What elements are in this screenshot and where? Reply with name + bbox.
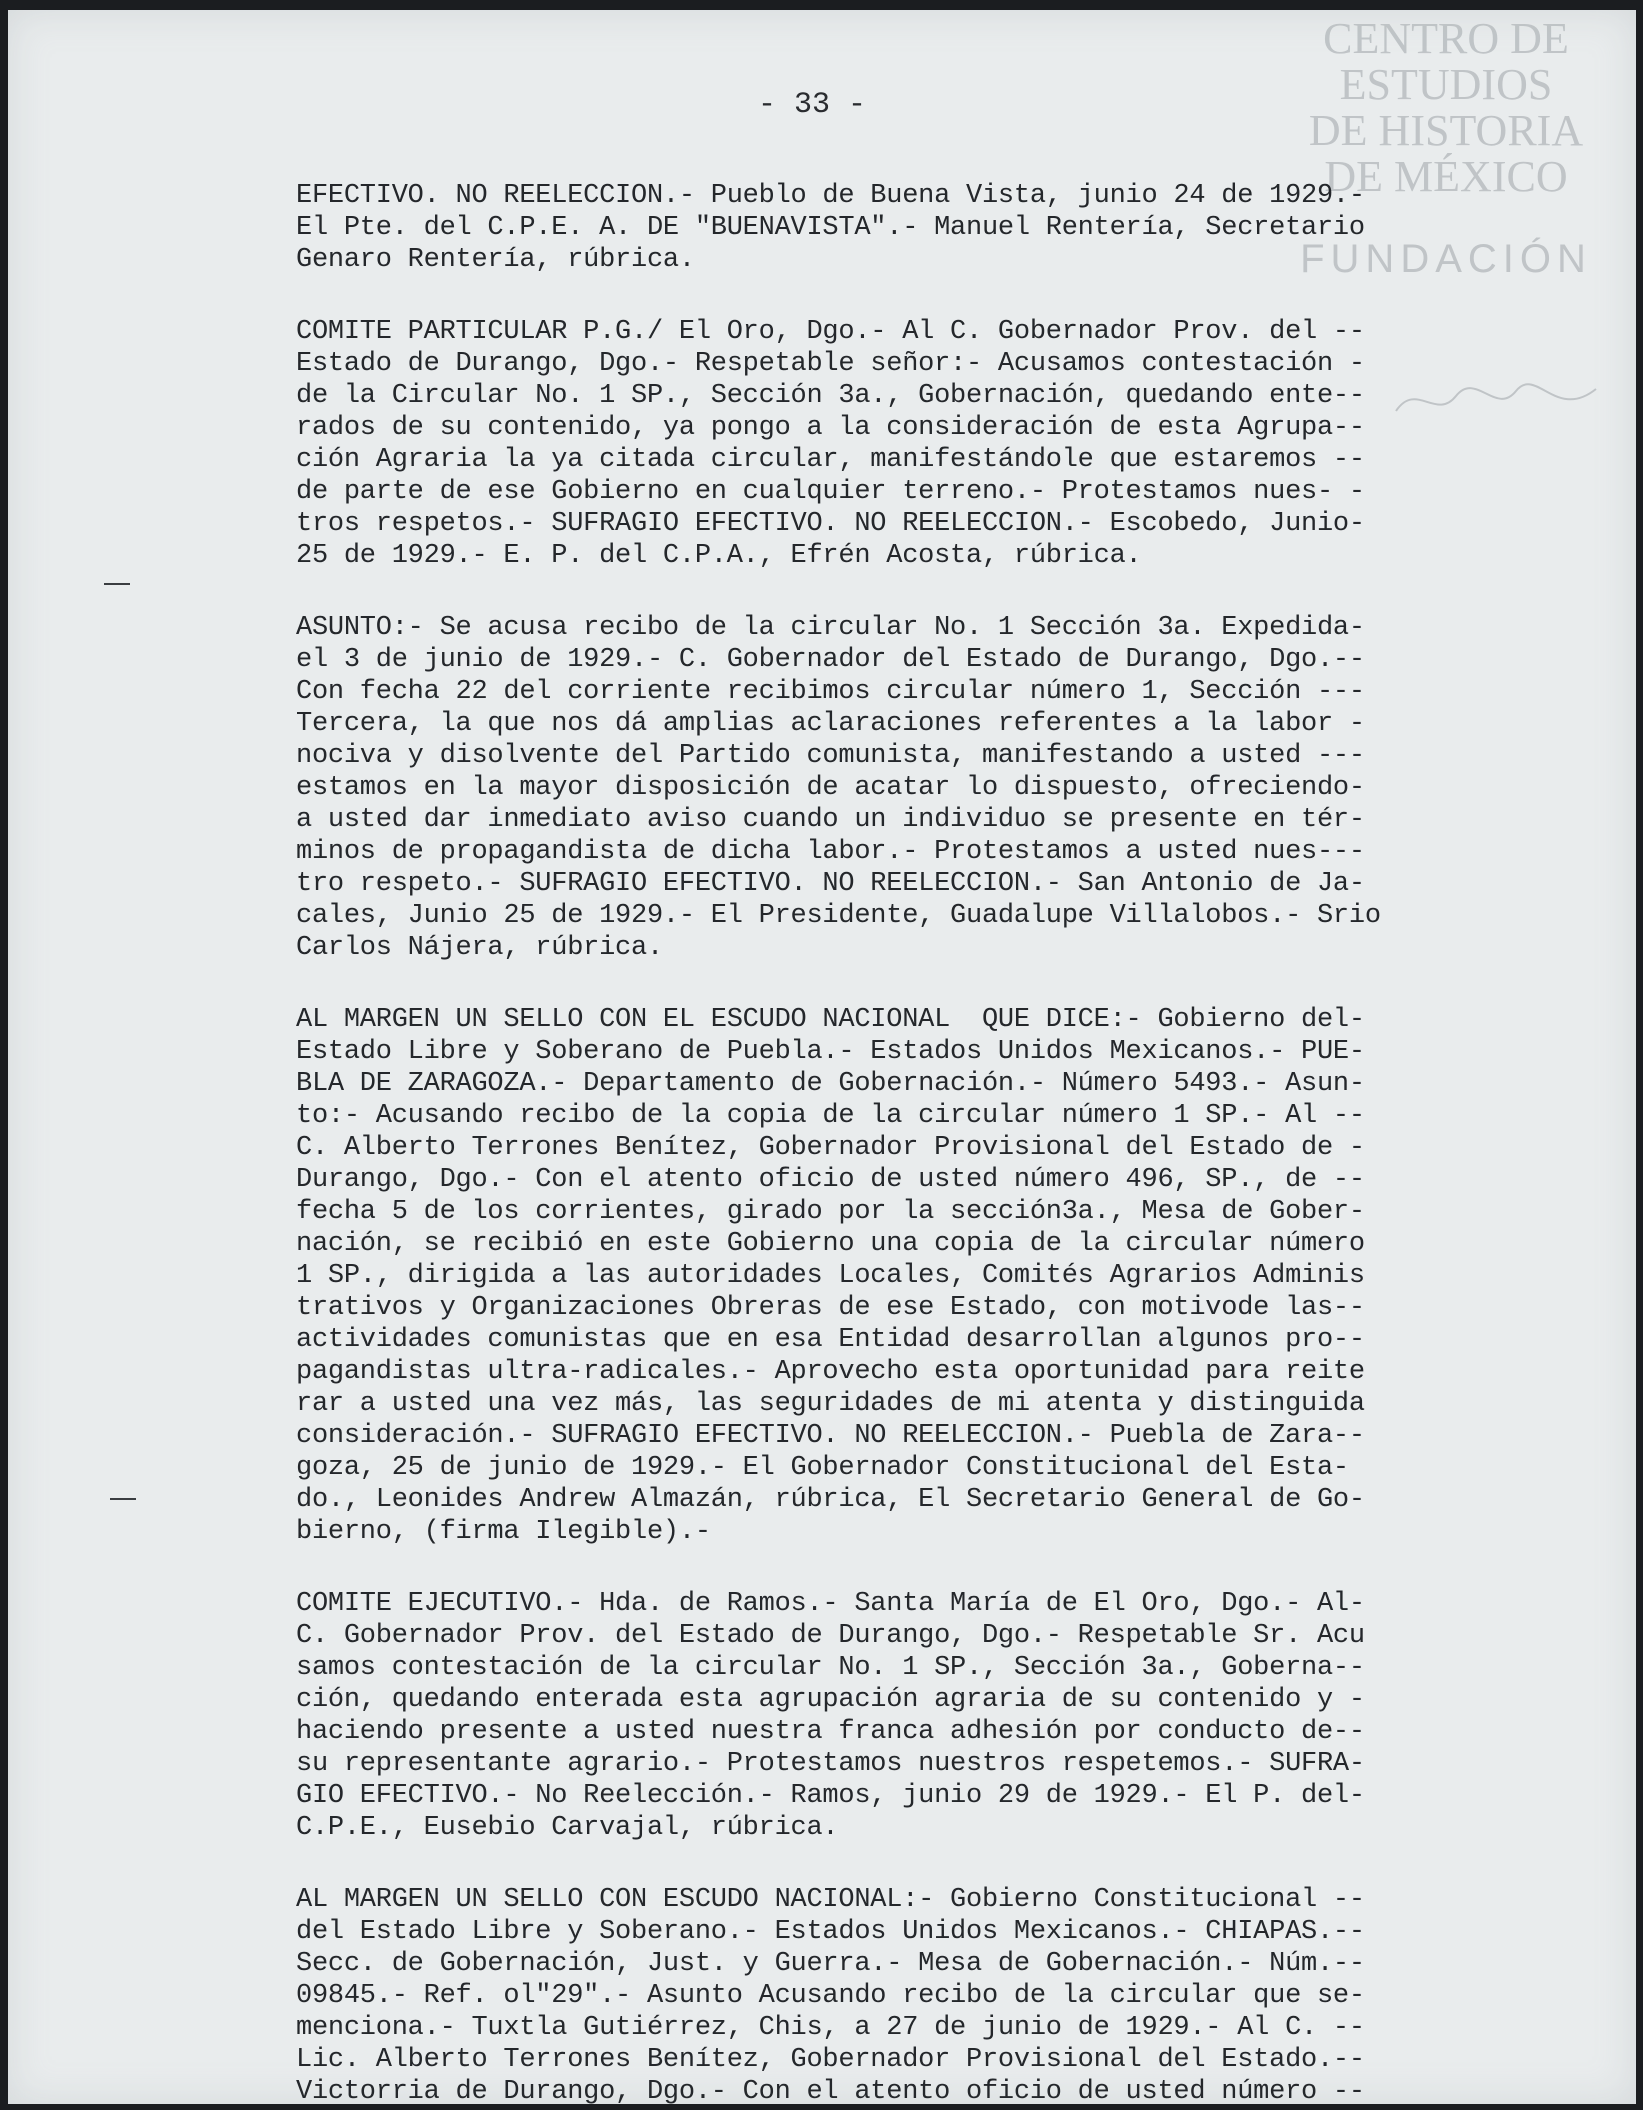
text-line: GIO EFECTIVO.- No Reelección.- Ramos, junio 29 de 1929.- El P. del- [296, 1781, 1365, 1811]
text-line: menciona.- Tuxtla Gutiérrez, Chis, a 27 de junio de 1929.- Al C. -- [296, 2013, 1365, 2043]
text-line: goza, 25 de junio de 1929.- El Gobernador Constitucional del Esta- [296, 1453, 1349, 1483]
text-line: EFECTIVO. NO REELECCION.- Pueblo de Buena Vista, junio 24 de 1929.- [296, 181, 1365, 211]
text-line: ción, quedando enterada esta agrupación agraria de su contenido y - [296, 1685, 1365, 1715]
text-line: tros respetos.- SUFRAGIO EFECTIVO. NO REELECCION.- Escobedo, Junio- [296, 509, 1365, 539]
text-line: AL MARGEN UN SELLO CON EL ESCUDO NACIONAL QUE DICE:- Gobierno del- [296, 1005, 1365, 1035]
text-line: tro respeto.- SUFRAGIO EFECTIVO. NO REELECCION.- San Antonio de Ja- [296, 869, 1365, 899]
watermark-line: DE MÉXICO [1324, 152, 1568, 201]
text-line: C. Gobernador Prov. del Estado de Durango, Dgo.- Respetable Sr. Acu [296, 1621, 1365, 1651]
text-line: de la Circular No. 1 SP., Sección 3a., Gobernación, quedando ente-- [296, 381, 1365, 411]
text-line: COMITE EJECUTIVO.- Hda. de Ramos.- Santa María de El Oro, Dgo.- Al- [296, 1589, 1365, 1619]
text-line: el 3 de junio de 1929.- C. Gobernador del Estado de Durango, Dgo.-- [296, 645, 1365, 675]
text-line: actividades comunistas que en esa Entidad desarrollan algunos pro-- [296, 1325, 1365, 1355]
text-line: ASUNTO:- Se acusa recibo de la circular No. 1 Sección 3a. Expedida- [296, 613, 1365, 643]
text-line: C. Alberto Terrones Benítez, Gobernador Provisional del Estado de - [296, 1133, 1365, 1163]
text-line: nociva y disolvente del Partido comunista, manifestando a usted --- [296, 741, 1365, 771]
margin-mark [110, 1498, 136, 1500]
text-line: rados de su contenido, ya pongo a la consideración de esta Agrupa-- [296, 413, 1365, 443]
text-line: consideración.- SUFRAGIO EFECTIVO. NO REELECCION.- Puebla de Zara-- [296, 1421, 1365, 1451]
watermark-line: ESTUDIOS [1339, 60, 1553, 109]
paragraph-buena-vista [296, 180, 1608, 276]
paragraph-puebla [296, 1004, 1608, 1548]
text-line: estamos en la mayor disposición de acatar lo dispuesto, ofreciendo- [296, 773, 1365, 803]
text-line: to:- Acusando recibo de la copia de la circular número 1 SP.- Al -- [296, 1101, 1365, 1131]
text-line: Durango, Dgo.- Con el atento oficio de usted número 496, SP., de -- [296, 1165, 1365, 1195]
paragraph-ramos [296, 1588, 1608, 1844]
text-line: nación, se recibió en este Gobierno una copia de la circular número [296, 1229, 1365, 1259]
paragraph-san-antonio [296, 612, 1608, 964]
page-number: - 33 - [758, 88, 867, 122]
text-line: rar a usted una vez más, las seguridades de mi atenta y distinguida [296, 1389, 1365, 1419]
text-line: bierno, (firma Ilegible).- [296, 1517, 711, 1547]
text-line: 25 de 1929.- E. P. del C.P.A., Efrén Acosta, rúbrica. [296, 541, 1142, 571]
text-line: Lic. Alberto Terrones Benítez, Gobernador Provisional del Estado.-- [296, 2045, 1365, 2075]
text-line: minos de propagandista de dicha labor.- Protestamos a usted nues--- [296, 837, 1365, 867]
text-line: C.P.E., Eusebio Carvajal, rúbrica. [296, 1813, 839, 1843]
text-line: 1 SP., dirigida a las autoridades Locales, Comités Agrarios Adminis [296, 1261, 1365, 1291]
watermark-fundacion: FUNDACIÓN [1300, 237, 1592, 281]
text-line: AL MARGEN UN SELLO CON ESCUDO NACIONAL:- Gobierno Constitucional -- [296, 1885, 1365, 1915]
watermark-line: DE HISTORIA [1308, 106, 1584, 155]
text-line: Estado de Durango, Dgo.- Respetable señor:- Acusamos contestación - [296, 349, 1365, 379]
text-line: samos contestación de la circular No. 1 SP., Sección 3a., Goberna-- [296, 1653, 1365, 1683]
text-line: a usted dar inmediato aviso cuando un individuo se presente en tér- [296, 805, 1365, 835]
text-line: BLA DE ZARAGOZA.- Departamento de Gobernación.- Número 5493.- Asun- [296, 1069, 1365, 1099]
document-page [8, 10, 1636, 2104]
text-line: Carlos Nájera, rúbrica. [296, 933, 663, 963]
text-line: trativos y Organizaciones Obreras de ese Estado, con motivode las-- [296, 1293, 1365, 1323]
text-line: Victorria de Durango, Dgo.- Con el atento oficio de usted número -- [296, 2077, 1365, 2104]
text-line: Genaro Rentería, rúbrica. [296, 245, 695, 275]
text-line: ción Agraria la ya citada circular, manifestándole que estaremos -- [296, 445, 1365, 475]
text-line: de parte de ese Gobierno en cualquier terreno.- Protestamos nues- - [296, 477, 1365, 507]
text-line: Tercera, la que nos dá amplias aclaraciones referentes a la labor - [296, 709, 1365, 739]
paragraph-el-oro [296, 316, 1608, 572]
text-line: do., Leonides Andrew Almazán, rúbrica, El Secretario General de Go- [296, 1485, 1365, 1515]
text-line: su representante agrario.- Protestamos nuestros respetemos.- SUFRA- [296, 1749, 1365, 1779]
text-line: Secc. de Gobernación, Just. y Guerra.- Mesa de Gobernación.- Núm.-- [296, 1949, 1365, 1979]
text-line: pagandistas ultra-radicales.- Aprovecho esta oportunidad para reite [296, 1357, 1365, 1387]
margin-mark [104, 583, 130, 585]
text-line: COMITE PARTICULAR P.G./ El Oro, Dgo.- Al C. Gobernador Prov. del -- [296, 317, 1365, 347]
document-body [296, 180, 1608, 2104]
text-line: del Estado Libre y Soberano.- Estados Unidos Mexicanos.- CHIAPAS.-- [296, 1917, 1365, 1947]
text-line: fecha 5 de los corrientes, girado por la sección3a., Mesa de Gober- [296, 1197, 1365, 1227]
text-line: 09845.- Ref. ol"29".- Asunto Acusando recibo de la circular que se- [296, 1981, 1365, 2011]
text-line: Con fecha 22 del corriente recibimos circular número 1, Sección --- [296, 677, 1365, 707]
text-line: El Pte. del C.P.E. A. DE "BUENAVISTA".- Manuel Rentería, Secretario [296, 213, 1365, 243]
watermark-line: CENTRO DE [1323, 14, 1569, 63]
text-line: Estado Libre y Soberano de Puebla.- Estados Unidos Mexicanos.- PUE- [296, 1037, 1365, 1067]
text-line: haciendo presente a usted nuestra franca adhesión por conducto de-- [296, 1717, 1365, 1747]
text-line: cales, Junio 25 de 1929.- El Presidente, Guadalupe Villalobos.- Srio [296, 901, 1381, 931]
paragraph-chiapas [296, 1884, 1608, 2104]
